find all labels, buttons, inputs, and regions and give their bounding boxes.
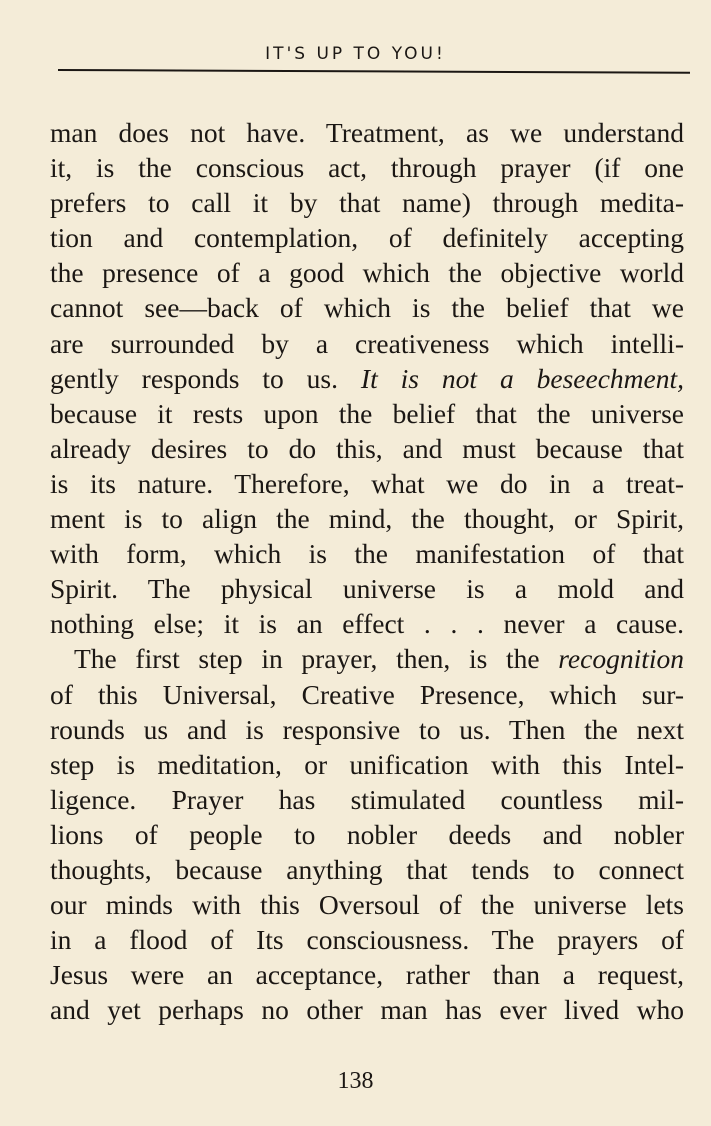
text-line [50,782,684,817]
header-rule [58,69,690,74]
text-line [50,712,684,747]
text-line [50,817,684,852]
text-run: it, is the conscious act, through prayer (if one [50,152,684,184]
text-run: already desires to do this, and must because that [50,432,684,464]
text-run: ligence. Prayer has stimulated countless mil- [50,783,684,815]
text-run: is its nature. Therefore, what we do in a treat- [50,467,684,499]
text-run: man does not have. Treatment, as we understand [50,117,684,148]
text-line [50,326,684,361]
text-run: and yet perhaps no other man has ever lived who [50,994,684,1026]
text-run: step is meditation, or unification with this Intel- [50,748,684,780]
text-line [50,396,684,431]
text-line [50,115,684,150]
text-run: thoughts, because anything that tends to connect [50,853,684,885]
text-run: cannot see—back of which is the belief that we [50,292,684,324]
text-line [50,361,684,396]
text-line [50,185,684,220]
text-run: the presence of a good which the objective world [50,257,684,289]
text-line [50,641,684,676]
text-run: Jesus were an acceptance, rather than a request, [50,959,684,991]
text-run: prefers to call it by that name) through medita- [50,187,684,219]
text-line [50,677,684,712]
text-line [50,290,684,325]
text-line [50,150,684,185]
text-line [50,747,684,782]
text-run: in a flood of Its consciousness. The prayers of [50,924,684,956]
text-run: rounds us and is responsive to us. Then the next [50,713,684,745]
text-line [50,887,684,922]
text-run: our minds with this Oversoul of the universe lets [50,889,684,921]
text-run: tion and contemplation, of definitely accepting [50,222,684,254]
text-line [50,922,684,957]
italic-text-run: recognition [558,643,684,675]
text-line [50,536,684,571]
text-run: are surrounded by a creativeness which intelli- [50,327,684,359]
page-number: 138 [337,1068,374,1094]
text-line [50,255,684,290]
text-run: nothing else; it is an effect . . . never a cause. [50,608,684,640]
text-run: with form, which is the manifestation of that [50,538,684,570]
text-run: of this Universal, Creative Presence, which sur- [50,678,684,710]
text-run: ment is to align the mind, the thought, or Spirit, [50,503,684,535]
text-line [50,431,684,466]
body-text [50,115,684,1027]
text-run: The first step in prayer, then, is the [74,643,559,675]
text-line [50,852,684,887]
text-run: Spirit. The physical universe is a mold and [50,573,684,605]
text-line [50,571,684,606]
text-line [50,957,684,992]
text-line [50,220,684,255]
text-line [50,501,684,536]
italic-text-run: It is not a beseechment, [360,362,684,394]
running-header: IT'S UP TO YOU! [265,44,446,64]
text-line [50,992,684,1027]
text-run: gently responds to us. [50,362,361,394]
text-line [50,606,684,641]
text-run: because it rests upon the belief that the universe [50,397,684,429]
text-run: lions of people to nobler deeds and nobler [50,818,684,850]
text-line [50,466,684,501]
